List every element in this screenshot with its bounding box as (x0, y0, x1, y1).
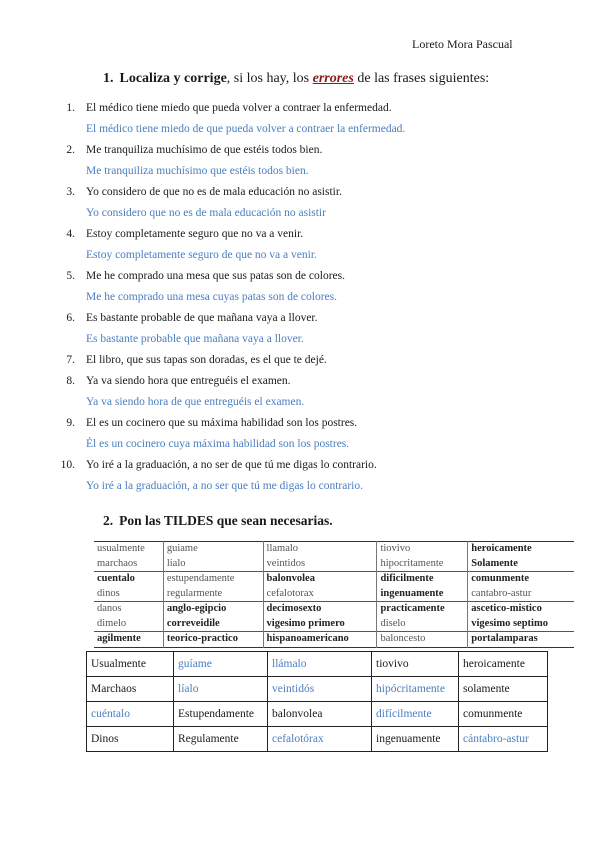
answer-cell: ingenuamente (372, 727, 459, 752)
sentence-correction: Me tranquiliza muchísimo que estéis todos bien. (86, 165, 309, 177)
word-cell: portalamparas (468, 632, 574, 648)
sentence-original: El libro, que sus tapas son doradas, es el que te dejé. (86, 354, 327, 366)
author-name: Loreto Mora Pascual (412, 37, 513, 51)
answer-table-row (87, 652, 548, 677)
sentence-list (0, 98, 600, 497)
answer-cell: solamente (459, 677, 548, 702)
word-table-row (94, 587, 574, 602)
word-cell: usualmente (97, 543, 145, 555)
answer-cell: hipócritamente (372, 677, 459, 702)
section-1-heading (103, 71, 489, 87)
answer-cell: cuéntalo (87, 702, 174, 727)
answer-cell: veintidós (268, 677, 372, 702)
answer-cell: Dinos (87, 727, 174, 752)
word-cell: veintidos (263, 557, 377, 572)
sentence-number: 1. (66, 102, 75, 114)
answer-cell: tiovivo (372, 652, 459, 677)
answer-cell: comunmente (459, 702, 548, 727)
word-cell: llamalo (263, 542, 377, 557)
sentence-item (0, 224, 600, 266)
word-cell: estupendamente (163, 572, 263, 587)
word-cell: hispanoamericano (263, 632, 377, 648)
word-cell: cefalotorax (263, 587, 377, 602)
sentence-original: Estoy completamente seguro que no va a venir. (86, 228, 304, 240)
word-cell: ascetico-mistico (468, 602, 574, 617)
word-cell: vigesimo primero (263, 617, 377, 632)
word-cell: guiame (163, 542, 263, 557)
sentence-original: El médico tiene miedo que pueda volver a contraer la enfermedad. (86, 102, 392, 114)
sentence-number: 8. (66, 375, 75, 387)
sentence-number: 7. (66, 354, 75, 366)
word-cell: heroicamente (468, 542, 574, 557)
answer-cell: cefalotórax (268, 727, 372, 752)
answer-table-row (87, 702, 548, 727)
sentence-item (0, 455, 600, 497)
sentence-number: 6. (66, 312, 75, 324)
sentence-original: Es bastante probable de que mañana vaya a llover. (86, 312, 318, 324)
word-cell: dimelo (97, 617, 127, 629)
section-1-mid: , si los hay, los (226, 71, 313, 86)
section-1-emph: errores (312, 71, 354, 86)
word-table-row (94, 542, 574, 557)
word-table-row (94, 617, 574, 632)
sentence-number: 2. (66, 144, 75, 156)
word-cell: decimosexto (263, 602, 377, 617)
word-table (94, 541, 574, 648)
sentence-item (0, 371, 600, 413)
answer-table-row (87, 727, 548, 752)
word-cell: baloncesto (377, 632, 468, 648)
sentence-original: Me he comprado una mesa que sus patas son de colores. (86, 270, 345, 282)
sentence-item (0, 266, 600, 308)
sentence-item (0, 413, 600, 455)
word-cell: correveidile (163, 617, 263, 632)
word-cell: danos (94, 602, 163, 617)
section-1-bold: Localiza y corrige (119, 71, 227, 86)
sentence-item (0, 140, 600, 182)
word-table-row (94, 632, 574, 648)
sentence-correction: Me he comprado una mesa cuyas patas son de colores. (86, 291, 338, 303)
word-cell: dinos (97, 587, 120, 599)
sentence-correction: Yo considero que no es de mala educación no asistir (86, 207, 326, 219)
sentence-correction: Es bastante probable que mañana vaya a llover. (86, 333, 304, 345)
sentence-original: Yo iré a la graduación, a no ser de que tú me digas lo contrario. (86, 459, 377, 471)
answer-cell: Estupendamente (174, 702, 268, 727)
word-cell: diselo (377, 617, 468, 632)
word-cell: cantabro-astur (468, 587, 574, 602)
answer-cell: heroicamente (459, 652, 548, 677)
sentence-item (0, 308, 600, 350)
sentence-number: 4. (66, 228, 75, 240)
answer-cell: Marchaos (87, 677, 174, 702)
sentence-item (0, 182, 600, 224)
sentence-number: 10. (60, 459, 75, 471)
word-cell: cuentalo (94, 572, 163, 587)
sentence-original: Me tranquiliza muchísimo de que estéis todos bien. (86, 144, 323, 156)
sentence-original: El es un cocinero que su máxima habilidad son los postres. (86, 417, 358, 429)
word-table-row (94, 572, 574, 587)
word-cell: anglo-egipcio (163, 602, 263, 617)
word-cell: regularmente (163, 587, 263, 602)
sentence-number: 9. (66, 417, 75, 429)
word-cell: balonvolea (263, 572, 377, 587)
answer-cell: guíame (174, 652, 268, 677)
word-cell: ingenuamente (377, 587, 468, 602)
word-cell: comunmente (468, 572, 574, 587)
answer-table (86, 651, 548, 752)
answer-cell: cántabro-astur (459, 727, 548, 752)
sentence-correction: El médico tiene miedo de que pueda volver a contraer la enfermedad. (86, 123, 406, 135)
word-table-row (94, 602, 574, 617)
sentence-correction: Él es un cocinero cuya máxima habilidad son los postres. (86, 438, 350, 450)
sentence-original: Yo considero de que no es de mala educación no asistir. (86, 186, 342, 198)
word-cell: marchaos (97, 557, 138, 569)
sentence-number: 5. (66, 270, 75, 282)
sentence-correction: Ya va siendo hora de que entreguéis el examen. (86, 396, 305, 408)
sentence-item (0, 350, 600, 371)
answer-cell: difícilmente (372, 702, 459, 727)
sentence-correction: Yo iré a la graduación, a no ser que tú me digas lo contrario. (86, 480, 363, 492)
word-cell: dificilmente (377, 572, 468, 587)
word-cell: agilmente (94, 632, 163, 648)
sentence-correction: Estoy completamente seguro de que no va a venir. (86, 249, 317, 261)
section-2-title: Pon las TILDES que sean necesarias. (119, 513, 333, 528)
answer-table-row (87, 677, 548, 702)
word-cell: tiovivo (377, 542, 468, 557)
section-2-number: 2. (103, 513, 114, 528)
word-cell: lialo (163, 557, 263, 572)
word-cell: Solamente (468, 557, 574, 572)
word-table-row (94, 557, 574, 572)
word-cell: hipocritamente (377, 557, 468, 572)
word-cell: practicamente (377, 602, 468, 617)
answer-cell: llámalo (268, 652, 372, 677)
answer-cell: Regulamente (174, 727, 268, 752)
section-1-end: de las frases siguientes: (353, 71, 490, 86)
sentence-item (0, 98, 600, 140)
word-cell: vigesimo septimo (468, 617, 574, 632)
sentence-number: 3. (66, 186, 75, 198)
word-cell: teorico-practico (163, 632, 263, 648)
section-1-number: 1. (103, 71, 114, 86)
answer-cell: balonvolea (268, 702, 372, 727)
section-2-heading (103, 513, 333, 529)
sentence-original: Ya va siendo hora que entreguéis el examen. (86, 375, 291, 387)
answer-cell: líalo (174, 677, 268, 702)
answer-cell: Usualmente (87, 652, 174, 677)
